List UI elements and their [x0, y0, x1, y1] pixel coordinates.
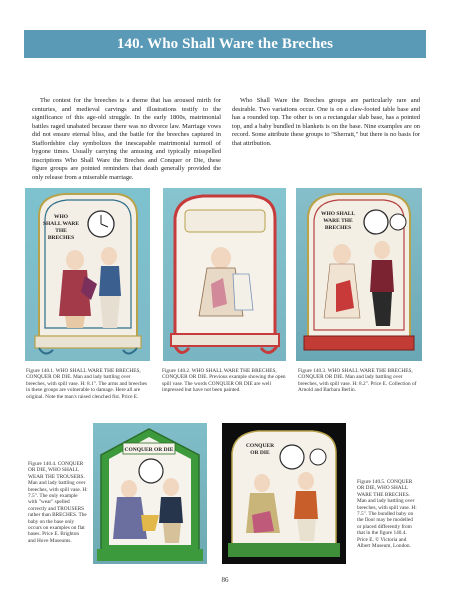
- figurine-illustration: [222, 423, 346, 564]
- figure-caption: Figure 140.1. WHO SHALL WARE THE BRECHES, CONQUER OR DIE. Man and lady battling over breeches, with spill vase. H: 8.1". The arms and breeches in these groups are vulnerable to damage. Here all are original. Note the man's raised clenched fist. Price E.: [26, 368, 148, 400]
- page-title: 140. Who Shall Ware the Breches: [116, 35, 334, 52]
- figure-140-5-photo: [222, 423, 346, 564]
- figure-140-3-photo: [296, 188, 422, 361]
- intro-paragraph: The contest for the breeches is a theme that has aroused mirth for centuries, and medieval carvings and illustrations testify to the significance of this age-old struggle. In the early 1800s, matrimonial battles raged unabated because there was no divorce law. Marriage vows did not ensure eternal bliss, and the battle for the breeches captured in Staffordshire clay symbolizes the inescapable matrimonial turmoil of bygone times. Usually carrying the amusing and typically misspelled inscriptions Who Shall Ware the Breches and Conquer or Die, these figure groups are pointed reminders that death generally provided the only release from a miserable marriage.: [32, 97, 221, 181]
- figurine-illustration: [25, 188, 150, 361]
- figure-140-2-photo: [163, 188, 286, 361]
- svg-text:BRECHES: BRECHES: [47, 235, 75, 241]
- svg-text:THE: THE: [55, 228, 67, 234]
- plaque-text: WHO: [53, 214, 69, 220]
- title-banner: [24, 30, 426, 58]
- plaque-text: CONQUER: [245, 443, 275, 449]
- figurine-illustration: [296, 188, 422, 361]
- intro-paragraph: Who Shall Ware the Breches groups are particularly rare and desirable. Two variations occur. One is on a claw-footed table base and has a rounded top. The other is on a rectangular slab base, has a pointed top, and a baby bundled in blankets is on the base. Nine examples are on record. Some attribute these groups to "Sherratt," but there is no basis for that attribution.: [232, 97, 420, 147]
- figure-caption: Figure 140.3. WHO SHALL WARE THE BRECHES, CONQUER OR DIE. Man and lady battling over breeches, with spill vase. H: 8.2". Price E. Collection of Arnold and Barbara Berlin.: [298, 368, 417, 394]
- svg-text:BRECHES: BRECHES: [324, 225, 352, 231]
- figure-140-4-photo: [93, 423, 207, 564]
- figurine-illustration: [163, 188, 286, 361]
- figure-caption: Figure 140.2. WHO SHALL WARE THE BRECHES, CONQUER OR DIE. Previous example showing the open spill vase. The words CONQUER OR DIE are well impressed but have not been painted.: [162, 368, 286, 394]
- svg-text:WARE THE: WARE THE: [323, 218, 353, 224]
- figure-caption: Figure 140.4. CONQUER OR DIE, WHO SHALL WEAR THE TROUSERS. Man and lady battling over breeches, with spill vase. H: 7.5". The only example with "wear" spelled correctly and TROUSERS rather than BRECHES. The baby on the base only occurs on examples on flat bases. Price E. Brighton and Hove Museums.: [28, 461, 88, 544]
- svg-text:SHALL WARE: SHALL WARE: [42, 221, 80, 227]
- plaque-text: CONQUER OR DIE: [124, 447, 174, 453]
- figurine-illustration: [93, 423, 207, 564]
- intro-column-right: [232, 97, 420, 148]
- figure-caption: Figure 140.5. CONQUER OR DIE, WHO SHALL WARE THE BRECHES. Man and lady battling over breeches, with spill vase. H: 7.5". The bundled baby on the floor may be modelled or placed differently from that in the figure 140.4. Price E. © Victoria and Albert Museum, London.: [357, 479, 417, 550]
- page-number: 86: [221, 576, 229, 584]
- figure-140-1-photo: [25, 188, 150, 361]
- intro-column-left: [32, 97, 221, 182]
- plaque-text: WHO SHALL: [320, 211, 356, 217]
- svg-text:OR DIE: OR DIE: [250, 450, 270, 456]
